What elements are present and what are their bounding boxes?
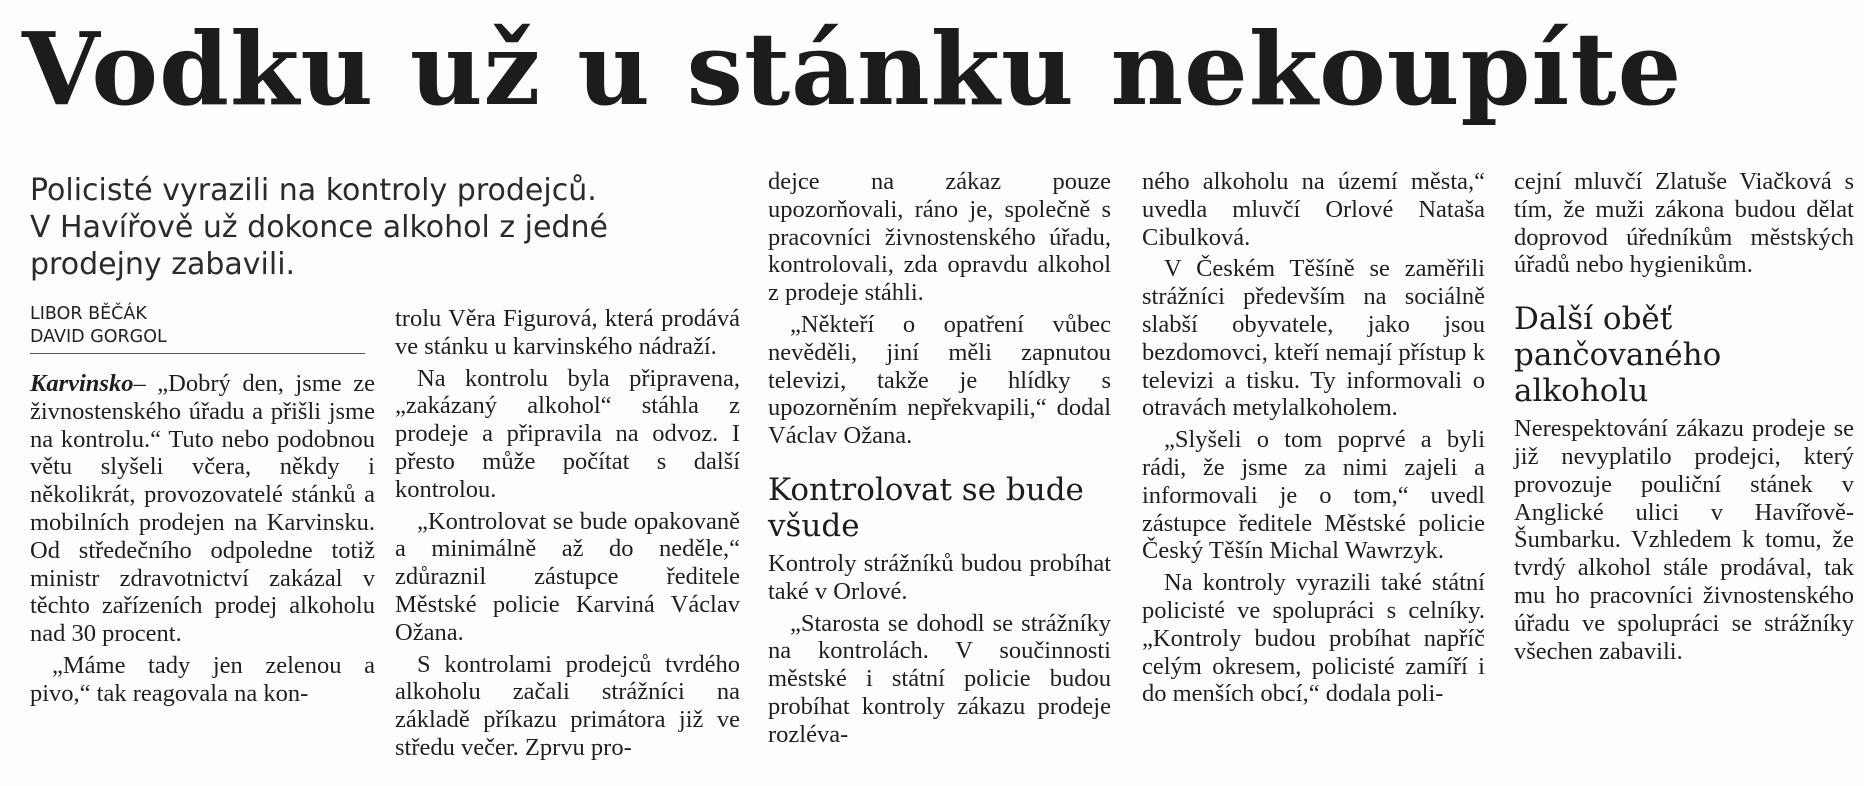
author: DAVID GORGOL bbox=[30, 327, 167, 347]
paragraph: Kontroly strážníků budou probíhat také v Orlové. bbox=[768, 549, 1111, 605]
deck-line: prodejny zabavili. bbox=[30, 247, 296, 282]
paragraph bbox=[30, 370, 375, 648]
column-5 bbox=[1514, 168, 1854, 665]
byline-rule bbox=[30, 353, 365, 354]
deck-line: Policisté vyrazili na kontroly prodejců. bbox=[30, 173, 597, 208]
byline bbox=[30, 303, 375, 349]
paragraph-text: – „Dobrý den, jsme ze živnostenského úřadu a přišli jsme na kontrolu.“ Tuto nebo podobnou větu slyšeli včera, někdy i několikrát, provozovatelé stánků a mobilních prodejen na Karvinsku. Od středečního odpoledne totiž ministr zdravotnictví zakázal v těchto zařízeních prodej alkoholu nad 30 procent. bbox=[30, 370, 375, 648]
deck-line: V Havířově už dokonce alkohol z jedné bbox=[30, 210, 608, 245]
paragraph: Nerespektování zákazu prodeje se již nevyplatilo prodejci, který provozuje pouliční stánek v Anglické ulici v Havířově-Šumbarku. Vzhledem k tomu, že tvrdý alkohol stále prodával, tak mu ho pracovníci živnostenského úřadu ve spolupráci se strážníky všechen zabavili. bbox=[1514, 415, 1854, 665]
paragraph: V Českém Těšíně se zaměřili strážníci především na sociálně slabší obyvatele, jako jsou bezdomovci, kteří nemají přístup k televizi a tisku. Ty informovali o otravách metylalkoholem. bbox=[1142, 255, 1485, 422]
paragraph: cejní mluvčí Zlatuše Viačková s tím, že muži zákona budou dělat doprovod úředníkům městských úřadů nebo hygienikům. bbox=[1514, 168, 1854, 279]
deck bbox=[30, 172, 670, 283]
paragraph: Na kontrolu byla připravena, „zakázaný alkohol“ stáhla z prodeje a připravila na odvoz. I přesto může počítat s další kontrolou. bbox=[395, 364, 740, 503]
column-3 bbox=[768, 168, 1111, 749]
paragraph: „Kontrolovat se bude opakovaně a minimálně až do neděle,“ zdůraznil zástupce ředitele Městské policie Karviná Václav Ožana. bbox=[395, 507, 740, 646]
paragraph: „Máme tady jen zelenou a pivo,“ tak reagovala na kon- bbox=[30, 651, 375, 707]
paragraph: Na kontroly vyrazili také státní policisté ve spolupráci s celníky. „Kontroly budou probíhat napříč celým okresem, policisté zamíří i do menších obcí,“ dodala poli- bbox=[1142, 569, 1485, 708]
paragraph: „Slyšeli o tom poprvé a byli rádi, že jsme za nimi zajeli a informovali je o tom,“ uvedl zástupce ředitele Městské policie Český Těšín Michal Wawrzyk. bbox=[1142, 426, 1485, 565]
paragraph: dejce na zákaz pouze upozorňovali, ráno je, společně s pracovníci živnostenského úřadu, kontrolovali, zda opravdu alkohol z prodeje stáhli. bbox=[768, 168, 1111, 307]
subheading: Kontrolovat se bude všude bbox=[768, 471, 1084, 544]
paragraph: „Někteří o opatření vůbec nevěděli, jiní měli zapnutou televizi, takže je hlídky s upozorněním nepřekvapili,“ dodal Václav Ožana. bbox=[768, 310, 1111, 450]
paragraph: „Starosta se dohodl se strážníky na kontrolách. V součinnosti městské i státní policie budou probíhat kontroly zákazu prodeje rozléva- bbox=[768, 609, 1111, 748]
author: LIBOR BĚČÁK bbox=[30, 304, 147, 324]
headline: Vodku už u stánku nekoupíte bbox=[22, 10, 1683, 128]
subheading: Další oběť pančovaného alkoholu bbox=[1514, 301, 1722, 410]
paragraph: trolu Věra Figurová, která prodává ve stánku u karvinského nádraží. bbox=[395, 305, 740, 360]
column-4 bbox=[1142, 168, 1485, 708]
paragraph: ného alkoholu na území města,“ uvedla mluvčí Orlové Nataša Cibulková. bbox=[1142, 168, 1485, 251]
column-2 bbox=[395, 305, 740, 762]
dateline-place: Karvinsko bbox=[30, 370, 134, 397]
paragraph: S kontrolami prodejců tvrdého alkoholu začali strážníci na základě příkazu primátora již ve středu večer. Zprvu pro- bbox=[395, 650, 740, 761]
